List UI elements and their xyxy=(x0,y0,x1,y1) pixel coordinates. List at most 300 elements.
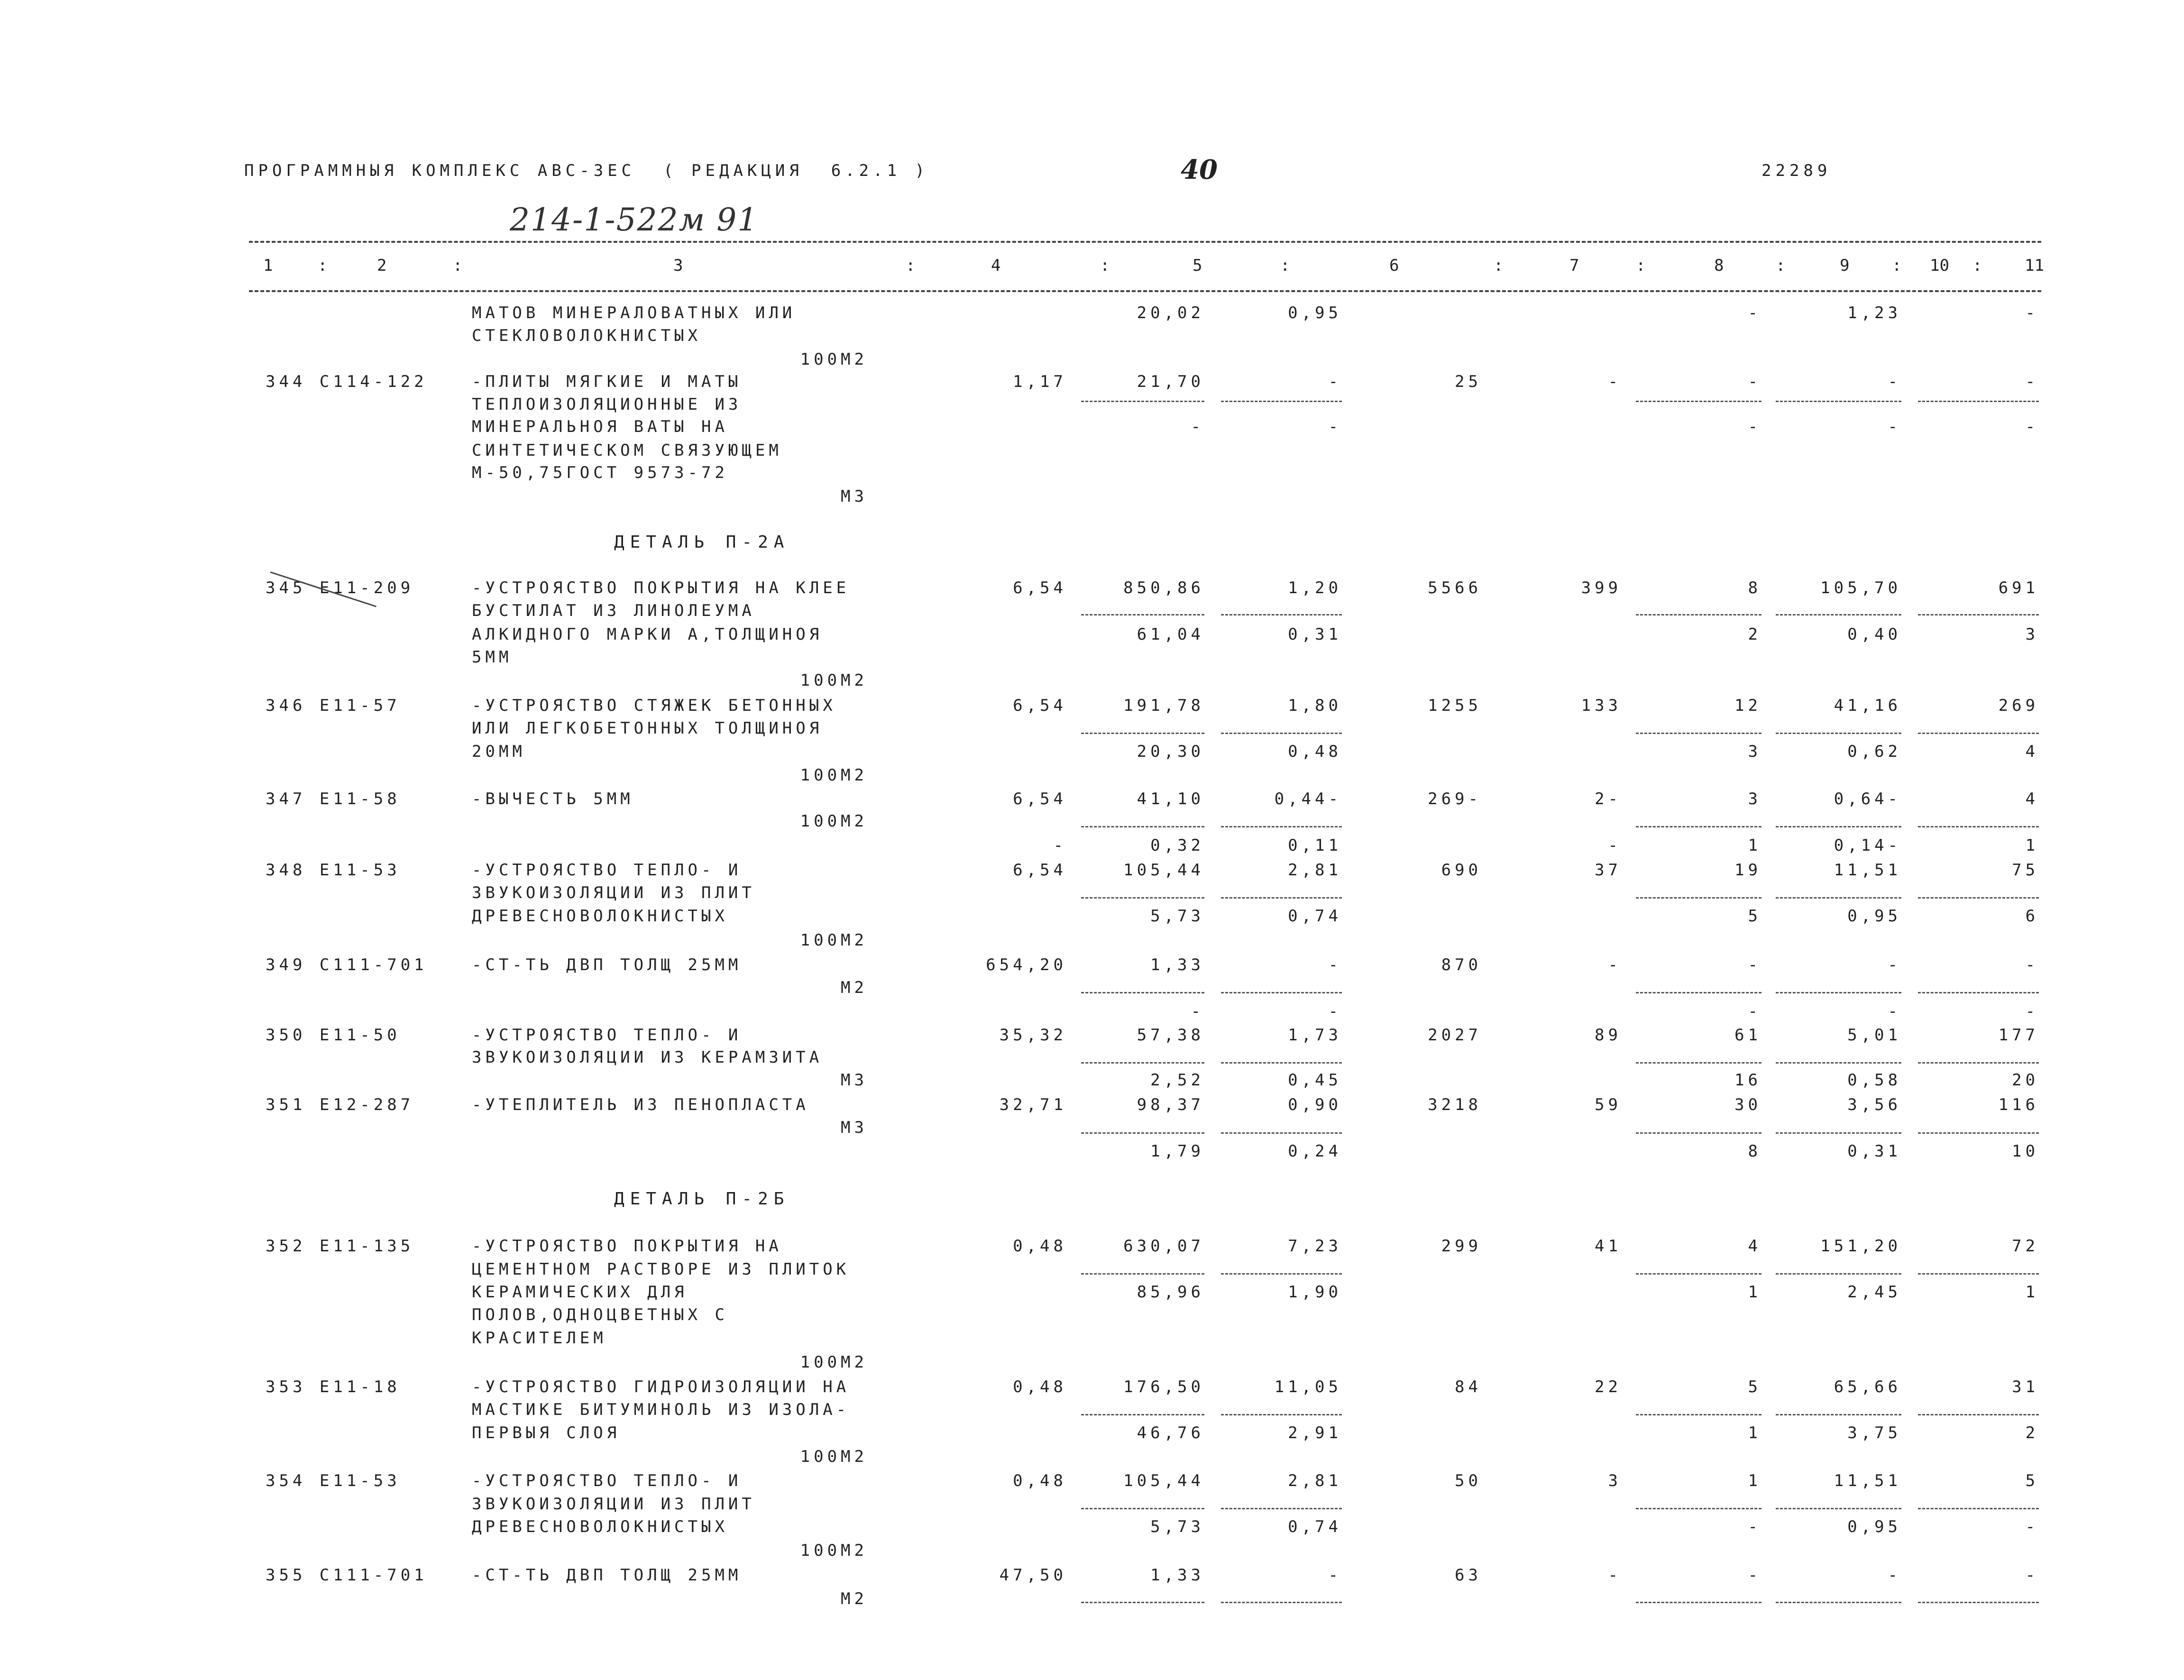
subtotal-underline xyxy=(1918,401,2039,402)
value-c4: 0,48 xyxy=(1013,1237,1067,1256)
item-description: ЗВУКОИЗОЛЯЦИИ ИЗ ПЛИТ xyxy=(472,1495,755,1514)
value-c10: 0,14- xyxy=(1834,836,1901,855)
value-c10: 0,58 xyxy=(1847,1071,1901,1090)
value-c7: 3218 xyxy=(1428,1095,1482,1114)
item-description: -УСТРОЯСТВО ТЕПЛО- И xyxy=(472,1471,742,1490)
value-c6: 0,95 xyxy=(1288,303,1342,322)
value-c11: 4 xyxy=(2025,742,2039,761)
value-c11: 691 xyxy=(1998,578,2039,597)
item-description: ИЛИ ЛЕГКОБЕТОННЫХ ТОЛЩИНОЯ xyxy=(472,719,823,738)
value-c10: 65,66 xyxy=(1834,1377,1901,1396)
value-c11: - xyxy=(2025,303,2039,322)
item-description: -УСТРОЯСТВО СТЯЖЕК БЕТОННЫХ xyxy=(472,696,836,715)
subtotal-underline xyxy=(1221,1508,1342,1509)
subtotal-underline xyxy=(1776,614,1901,615)
value-c8: - xyxy=(1608,836,1622,855)
subtotal-underline xyxy=(1221,1414,1342,1415)
subtotal-underline xyxy=(1776,1508,1901,1509)
value-c8: - xyxy=(1608,372,1622,391)
value-c11: - xyxy=(2025,417,2039,436)
section-heading: ДЕТАЛЬ П-2Б xyxy=(614,1189,790,1209)
subtotal-underline xyxy=(1221,401,1342,402)
value-c5: 85,96 xyxy=(1137,1283,1204,1302)
value-c9: 3 xyxy=(1748,790,1762,808)
item-description: ДРЕВЕСНОВОЛОКНИСТЫХ xyxy=(472,1517,728,1536)
column-number: 6 xyxy=(1389,256,1399,275)
column-number: : xyxy=(906,256,916,275)
item-description: ТЕПЛОИЗОЛЯЦИОННЫЕ ИЗ xyxy=(472,395,742,414)
item-unit: 100М2 xyxy=(800,931,868,950)
value-c9: 16 xyxy=(1734,1071,1762,1090)
item-unit: 100М2 xyxy=(800,1447,868,1466)
value-c5: 5,73 xyxy=(1150,1517,1204,1536)
subtotal-underline xyxy=(1081,1273,1204,1275)
value-c10: 0,31 xyxy=(1847,1142,1901,1161)
item-description: БУСТИЛАТ ИЗ ЛИНОЛЕУМА xyxy=(472,601,755,620)
subtotal-underline xyxy=(1081,897,1204,899)
value-c6: 0,24 xyxy=(1288,1142,1342,1161)
subtotal-underline xyxy=(1636,992,1762,993)
column-number: : xyxy=(1100,256,1110,275)
value-c6: 2,91 xyxy=(1288,1423,1342,1442)
item-unit: 100М2 xyxy=(800,812,868,831)
subtotal-underline xyxy=(1081,614,1204,615)
column-number: : xyxy=(1892,256,1902,275)
subtotal-underline xyxy=(1081,1132,1204,1134)
value-c11: - xyxy=(2025,955,2039,974)
subtotal-underline xyxy=(1636,401,1762,402)
subtotal-underline xyxy=(1918,1414,2039,1415)
value-c4: - xyxy=(1053,836,1067,855)
value-c9: 1 xyxy=(1748,1471,1762,1490)
value-c6: 0,74 xyxy=(1288,1517,1342,1536)
column-number: 3 xyxy=(673,256,683,275)
subtotal-underline xyxy=(1636,1602,1762,1603)
value-c9: 19 xyxy=(1734,861,1762,880)
value-c8: 3 xyxy=(1608,1471,1622,1490)
value-c11: - xyxy=(2025,1002,2039,1021)
item-description: МАСТИКЕ БИТУМИНОЛЬ ИЗ ИЗОЛА- xyxy=(472,1400,850,1419)
column-number: 10 xyxy=(1930,256,1949,275)
value-c8: 399 xyxy=(1581,578,1622,597)
value-c7: 299 xyxy=(1441,1237,1482,1256)
value-c9: 12 xyxy=(1734,696,1762,715)
item-unit: 100М2 xyxy=(800,1353,868,1372)
value-c10: 11,51 xyxy=(1834,861,1901,880)
value-c10: 3,75 xyxy=(1847,1423,1901,1442)
column-number: 2 xyxy=(377,256,387,275)
value-c10: - xyxy=(1888,417,1901,436)
item-code: 352 Е11-135 xyxy=(266,1237,414,1256)
subtotal-underline xyxy=(1776,733,1901,734)
value-c4: 32,71 xyxy=(999,1095,1067,1114)
value-c5: 21,70 xyxy=(1137,372,1204,391)
value-c4: 654,20 xyxy=(986,955,1067,974)
value-c11: 4 xyxy=(2025,790,2039,808)
value-c9: - xyxy=(1748,417,1762,436)
top-rule xyxy=(249,241,2041,243)
value-c11: 116 xyxy=(1998,1095,2039,1114)
value-c9: 5 xyxy=(1748,907,1762,926)
item-description: ПЕРВЫЯ СЛОЯ xyxy=(472,1423,621,1442)
subtotal-underline xyxy=(1081,1062,1204,1064)
item-description: ЦЕМЕНТНОМ РАСТВОРЕ ИЗ ПЛИТОК xyxy=(472,1260,850,1279)
value-c9: 30 xyxy=(1734,1095,1762,1114)
subtotal-underline xyxy=(1918,1602,2039,1603)
item-description: -УСТРОЯСТВО ПОКРЫТИЯ НА xyxy=(472,1237,782,1256)
item-unit: 100М2 xyxy=(800,671,868,690)
subtotal-underline xyxy=(1918,614,2039,615)
item-code: 345 Е11-209 xyxy=(266,578,414,597)
subtotal-underline xyxy=(1776,401,1901,402)
value-c4: 0,48 xyxy=(1013,1471,1067,1490)
value-c9: 2 xyxy=(1748,625,1762,644)
value-c10: - xyxy=(1888,372,1901,391)
value-c5: 105,44 xyxy=(1123,861,1204,880)
item-code: 344 С114-122 xyxy=(266,372,428,391)
value-c8: 41 xyxy=(1595,1237,1622,1256)
section-heading: ДЕТАЛЬ П-2А xyxy=(614,532,790,552)
subtotal-underline xyxy=(1776,826,1901,827)
program-header: ПРОГРАММНЫЯ КОМПЛЕКС АВС-3ЕС ( РЕДАКЦИЯ 6.2.1 ) xyxy=(244,161,929,180)
item-description: ДРЕВЕСНОВОЛОКНИСТЫХ xyxy=(472,907,728,926)
item-unit: 100М2 xyxy=(800,350,868,369)
value-c10: 11,51 xyxy=(1834,1471,1901,1490)
item-code: 354 Е11-53 xyxy=(266,1471,401,1490)
subtotal-underline xyxy=(1776,992,1901,993)
item-unit: М2 xyxy=(841,978,868,997)
value-c5: 98,37 xyxy=(1137,1095,1204,1114)
value-c5: 1,33 xyxy=(1150,955,1204,974)
value-c6: 0,74 xyxy=(1288,907,1342,926)
subtotal-underline xyxy=(1221,733,1342,734)
value-c5: 41,10 xyxy=(1137,790,1204,808)
value-c11: - xyxy=(2025,1566,2039,1585)
value-c5: 105,44 xyxy=(1123,1471,1204,1490)
value-c5: 850,86 xyxy=(1123,578,1204,597)
subtotal-underline xyxy=(1636,733,1762,734)
value-c7: 25 xyxy=(1455,372,1482,391)
value-c9: 61 xyxy=(1734,1026,1762,1045)
item-code: 348 Е11-53 xyxy=(266,861,401,880)
value-c11: 72 xyxy=(2012,1237,2039,1256)
value-c6: 2,81 xyxy=(1288,1471,1342,1490)
column-number: 5 xyxy=(1193,256,1202,275)
value-c10: 1,23 xyxy=(1847,303,1901,322)
value-c10: 0,64- xyxy=(1834,790,1901,808)
value-c11: 31 xyxy=(2012,1377,2039,1396)
value-c7: 1255 xyxy=(1428,696,1482,715)
subtotal-underline xyxy=(1918,1062,2039,1064)
subtotal-underline xyxy=(1918,733,2039,734)
value-c5: 20,30 xyxy=(1137,742,1204,761)
value-c7: 870 xyxy=(1441,955,1482,974)
value-c10: 2,45 xyxy=(1847,1283,1901,1302)
item-description: -СТ-ТЬ ДВП ТОЛЩ 25ММ xyxy=(472,955,742,974)
subtotal-underline xyxy=(1918,1132,2039,1134)
item-description: 20ММ xyxy=(472,742,526,761)
item-unit: М3 xyxy=(841,1118,868,1137)
item-unit: М2 xyxy=(841,1589,868,1608)
subtotal-underline xyxy=(1776,1414,1901,1415)
value-c11: - xyxy=(2025,372,2039,391)
value-c9: - xyxy=(1748,1566,1762,1585)
value-c9: 1 xyxy=(1748,836,1762,855)
value-c8: 37 xyxy=(1595,861,1622,880)
value-c6: 7,23 xyxy=(1288,1237,1342,1256)
value-c5: 630,07 xyxy=(1123,1237,1204,1256)
item-description: ПОЛОВ,ОДНОЦВЕТНЫХ С xyxy=(472,1305,728,1324)
value-c10: 5,01 xyxy=(1847,1026,1901,1045)
value-c9: 8 xyxy=(1748,1142,1762,1161)
value-c11: 1 xyxy=(2025,1283,2039,1302)
subtotal-underline xyxy=(1221,897,1342,899)
value-c9: - xyxy=(1748,1002,1762,1021)
column-number: 1 xyxy=(263,256,273,275)
subtotal-underline xyxy=(1221,992,1342,993)
item-unit: 100М2 xyxy=(800,1541,868,1560)
column-number: 8 xyxy=(1714,256,1724,275)
value-c8: - xyxy=(1608,1566,1622,1585)
item-description: М-50,75ГОСТ 9573-72 xyxy=(472,463,728,482)
value-c11: 3 xyxy=(2025,625,2039,644)
subtotal-underline xyxy=(1776,1132,1901,1134)
value-c4: 47,50 xyxy=(999,1566,1067,1585)
item-description: КРАСИТЕЛЕМ xyxy=(472,1329,607,1348)
value-c6: 0,11 xyxy=(1288,836,1342,855)
item-description: СТЕКЛОВОЛОКНИСТЫХ xyxy=(472,326,701,345)
subtotal-underline xyxy=(1636,614,1762,615)
item-unit: М3 xyxy=(841,487,868,506)
value-c6: 0,44- xyxy=(1274,790,1342,808)
column-number: 11 xyxy=(2025,256,2044,275)
value-c9: 3 xyxy=(1748,742,1762,761)
value-c9: - xyxy=(1748,303,1762,322)
value-c8: 89 xyxy=(1595,1026,1622,1045)
value-c9: 5 xyxy=(1748,1377,1762,1396)
item-description: МАТОВ МИНЕРАЛОВАТНЫХ ИЛИ xyxy=(472,303,796,322)
subtotal-underline xyxy=(1636,1062,1762,1064)
value-c7: 2027 xyxy=(1428,1026,1482,1045)
value-c9: - xyxy=(1748,955,1762,974)
item-unit: М3 xyxy=(841,1071,868,1090)
column-number: 4 xyxy=(991,256,1001,275)
item-description: -УТЕПЛИТЕЛЬ ИЗ ПЕНОПЛАСТА xyxy=(472,1095,809,1114)
value-c5: 1,79 xyxy=(1150,1142,1204,1161)
value-c11: 177 xyxy=(1998,1026,2039,1045)
subtotal-underline xyxy=(1221,1602,1342,1603)
subtotal-underline xyxy=(1918,897,2039,899)
value-c6: - xyxy=(1328,417,1342,436)
item-description: -УСТРОЯСТВО ТЕПЛО- И xyxy=(472,861,742,880)
value-c6: 0,31 xyxy=(1288,625,1342,644)
value-c11: 6 xyxy=(2025,907,2039,926)
item-description: СИНТЕТИЧЕСКОМ СВЯЗУЮЩЕМ xyxy=(472,441,782,460)
subtotal-underline xyxy=(1221,614,1342,615)
item-code: 353 Е11-18 xyxy=(266,1377,401,1396)
value-c7: 690 xyxy=(1441,861,1482,880)
value-c5: 191,78 xyxy=(1123,696,1204,715)
subtotal-underline xyxy=(1918,1273,2039,1275)
page-number: 40 xyxy=(1181,154,1218,185)
value-c11: 20 xyxy=(2012,1071,2039,1090)
value-c6: 1,73 xyxy=(1288,1026,1342,1045)
column-number: 7 xyxy=(1569,256,1579,275)
value-c9: 1 xyxy=(1748,1423,1762,1442)
value-c7: 84 xyxy=(1455,1377,1482,1396)
value-c10: - xyxy=(1888,955,1901,974)
subtotal-underline xyxy=(1776,1062,1901,1064)
value-c6: - xyxy=(1328,955,1342,974)
value-c5: - xyxy=(1191,417,1204,436)
item-description: -УСТРОЯСТВО ГИДРОИЗОЛЯЦИИ НА xyxy=(472,1377,850,1396)
value-c6: 2,81 xyxy=(1288,861,1342,880)
column-number: : xyxy=(318,256,328,275)
value-c6: 0,48 xyxy=(1288,742,1342,761)
value-c7: 5566 xyxy=(1428,578,1482,597)
handwritten-annotation: 214-1-522м 91 xyxy=(510,202,759,238)
value-c9: - xyxy=(1748,1517,1762,1536)
value-c4: 6,54 xyxy=(1013,861,1067,880)
column-number: : xyxy=(1776,256,1786,275)
item-code: 355 С111-701 xyxy=(266,1566,428,1585)
item-code: 347 Е11-58 xyxy=(266,790,401,808)
column-number: : xyxy=(1494,256,1504,275)
subtotal-underline xyxy=(1918,1508,2039,1509)
value-c8: 22 xyxy=(1595,1377,1622,1396)
column-number: : xyxy=(1280,256,1290,275)
value-c10: 0,95 xyxy=(1847,907,1901,926)
item-description: КЕРАМИЧЕСКИХ ДЛЯ xyxy=(472,1283,688,1302)
subtotal-underline xyxy=(1081,1602,1204,1603)
subtotal-underline xyxy=(1081,992,1204,993)
value-c11: 75 xyxy=(2012,861,2039,880)
column-number: : xyxy=(1973,256,1982,275)
item-description: -СТ-ТЬ ДВП ТОЛЩ 25ММ xyxy=(472,1566,742,1585)
item-description: -УСТРОЯСТВО ТЕПЛО- И xyxy=(472,1026,742,1045)
value-c5: 5,73 xyxy=(1150,907,1204,926)
value-c7: 269- xyxy=(1428,790,1482,808)
item-code: 346 Е11-57 xyxy=(266,696,401,715)
subtotal-underline xyxy=(1776,1602,1901,1603)
subtotal-underline xyxy=(1776,1273,1901,1275)
column-number: : xyxy=(1636,256,1646,275)
value-c4: 6,54 xyxy=(1013,578,1067,597)
value-c11: 2 xyxy=(2025,1423,2039,1442)
value-c6: 1,90 xyxy=(1288,1283,1342,1302)
value-c11: 1 xyxy=(2025,836,2039,855)
item-description: АЛКИДНОГО МАРКИ А,ТОЛЩИНОЯ xyxy=(472,625,823,644)
subtotal-underline xyxy=(1636,1414,1762,1415)
value-c10: 105,70 xyxy=(1820,578,1901,597)
value-c8: - xyxy=(1608,955,1622,974)
value-c6: - xyxy=(1328,1566,1342,1585)
value-c10: - xyxy=(1888,1002,1901,1021)
value-c5: 46,76 xyxy=(1137,1423,1204,1442)
column-number: : xyxy=(453,256,463,275)
item-unit: 100М2 xyxy=(800,766,868,785)
item-description: 5ММ xyxy=(472,648,513,667)
subtotal-underline xyxy=(1636,826,1762,827)
value-c9: 4 xyxy=(1748,1237,1762,1256)
item-description: ЗВУКОИЗОЛЯЦИИ ИЗ КЕРАМЗИТА xyxy=(472,1048,823,1067)
subtotal-underline xyxy=(1081,401,1204,402)
subtotal-underline xyxy=(1636,897,1762,899)
value-c5: 61,04 xyxy=(1137,625,1204,644)
item-code: 349 С111-701 xyxy=(266,955,428,974)
value-c5: 20,02 xyxy=(1137,303,1204,322)
value-c11: 10 xyxy=(2012,1142,2039,1161)
item-description: -ПЛИТЫ МЯГКИЕ И МАТЫ xyxy=(472,372,742,391)
subtotal-underline xyxy=(1081,1508,1204,1509)
value-c6: - xyxy=(1328,1002,1342,1021)
value-c4: 0,48 xyxy=(1013,1377,1067,1396)
subtotal-underline xyxy=(1636,1132,1762,1134)
value-c10: 41,16 xyxy=(1834,696,1901,715)
subtotal-underline xyxy=(1081,733,1204,734)
value-c7: 50 xyxy=(1455,1471,1482,1490)
subtotal-underline xyxy=(1081,1414,1204,1415)
item-description: МИНЕРАЛЬНОЯ ВАТЫ НА xyxy=(472,417,728,436)
value-c4: 6,54 xyxy=(1013,790,1067,808)
subtotal-underline xyxy=(1636,1508,1762,1509)
value-c6: - xyxy=(1328,372,1342,391)
value-c10: 3,56 xyxy=(1847,1095,1901,1114)
value-c6: 1,20 xyxy=(1288,578,1342,597)
value-c6: 11,05 xyxy=(1274,1377,1342,1396)
subtotal-underline xyxy=(1918,992,2039,993)
value-c4: 6,54 xyxy=(1013,696,1067,715)
value-c11: - xyxy=(2025,1517,2039,1536)
value-c10: 0,95 xyxy=(1847,1517,1901,1536)
subtotal-underline xyxy=(1221,1062,1342,1064)
value-c9: - xyxy=(1748,372,1762,391)
value-c11: 269 xyxy=(1998,696,2039,715)
value-c10: 0,40 xyxy=(1847,625,1901,644)
value-c11: 5 xyxy=(2025,1471,2039,1490)
value-c10: 0,62 xyxy=(1847,742,1901,761)
subtotal-underline xyxy=(1081,826,1204,827)
item-description: ЗВУКОИЗОЛЯЦИИ ИЗ ПЛИТ xyxy=(472,883,755,902)
value-c8: 133 xyxy=(1581,696,1622,715)
item-code: 350 Е11-50 xyxy=(266,1026,401,1045)
item-description: -УСТРОЯСТВО ПОКРЫТИЯ НА КЛЕЕ xyxy=(472,578,850,597)
value-c8: 59 xyxy=(1595,1095,1622,1114)
value-c9: 8 xyxy=(1748,578,1762,597)
value-c4: 35,32 xyxy=(999,1026,1067,1045)
value-c6: 1,80 xyxy=(1288,696,1342,715)
value-c7: 63 xyxy=(1455,1566,1482,1585)
value-c5: 176,50 xyxy=(1123,1377,1204,1396)
value-c5: 1,33 xyxy=(1150,1566,1204,1585)
value-c5: 2,52 xyxy=(1150,1071,1204,1090)
subtotal-underline xyxy=(1221,826,1342,827)
header-rule xyxy=(249,290,2041,292)
subtotal-underline xyxy=(1776,897,1901,899)
value-c6: 0,45 xyxy=(1288,1071,1342,1090)
subtotal-underline xyxy=(1221,1273,1342,1275)
value-c8: 2- xyxy=(1595,790,1622,808)
column-number: 9 xyxy=(1840,256,1850,275)
item-description: -ВЫЧЕСТЬ 5ММ xyxy=(472,790,634,808)
value-c9: 1 xyxy=(1748,1283,1762,1302)
value-c10: - xyxy=(1888,1566,1901,1585)
item-code: 351 Е12-287 xyxy=(266,1095,414,1114)
value-c5: 57,38 xyxy=(1137,1026,1204,1045)
document-code: 22289 xyxy=(1762,161,1832,180)
value-c4: 1,17 xyxy=(1013,372,1067,391)
subtotal-underline xyxy=(1918,826,2039,827)
